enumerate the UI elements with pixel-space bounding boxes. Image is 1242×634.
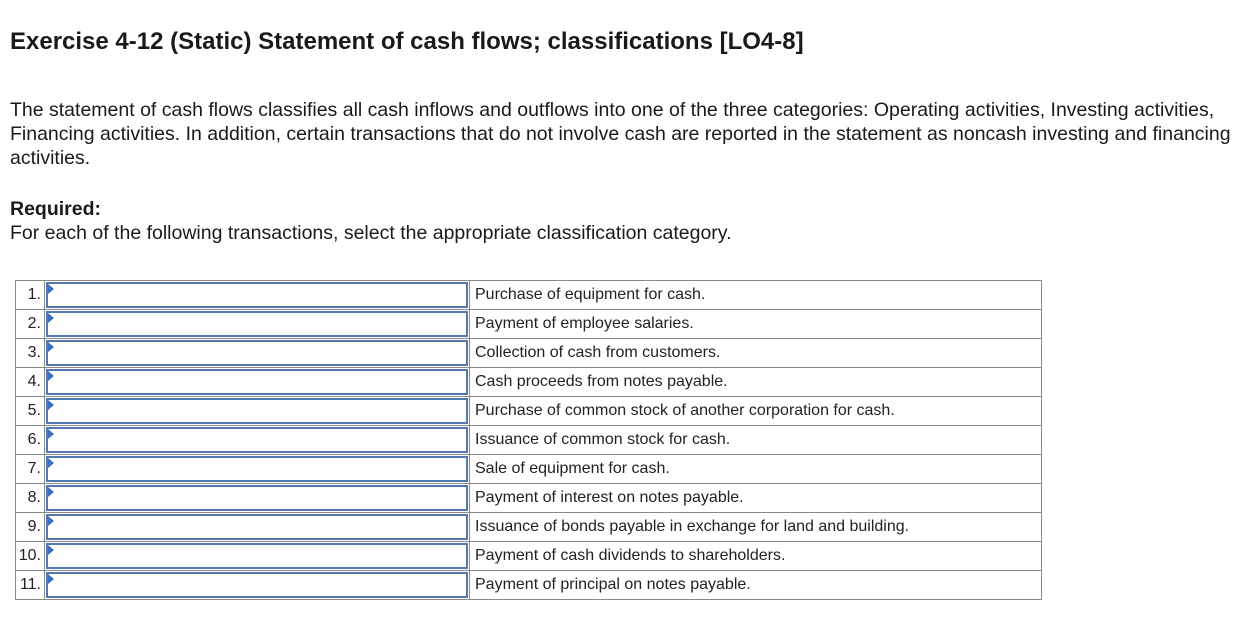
row-number: 5. xyxy=(16,397,45,426)
row-number: 4. xyxy=(16,368,45,397)
dropdown-marker-icon xyxy=(48,284,54,294)
transaction-description: Payment of employee salaries. xyxy=(470,310,1042,339)
classification-dropdown[interactable] xyxy=(46,514,468,540)
row-number: 8. xyxy=(16,484,45,513)
table-row xyxy=(16,339,1042,368)
dropdown-marker-icon xyxy=(48,545,54,555)
required-instruction: For each of the following transactions, select the appropriate classification category. xyxy=(10,222,732,244)
classification-dropdown[interactable] xyxy=(46,427,468,453)
transaction-description: Sale of equipment for cash. xyxy=(470,455,1042,484)
row-number: 2. xyxy=(16,310,45,339)
transaction-description: Issuance of bonds payable in exchange for land and building. xyxy=(470,513,1042,542)
dropdown-marker-icon xyxy=(48,516,54,526)
classification-dropdown[interactable] xyxy=(46,572,468,598)
classification-dropdown[interactable] xyxy=(46,456,468,482)
transactions-table xyxy=(15,280,1042,600)
table-row xyxy=(16,426,1042,455)
classification-dropdown[interactable] xyxy=(46,282,468,308)
dropdown-marker-icon xyxy=(48,400,54,410)
table-row xyxy=(16,571,1042,600)
transaction-description: Payment of cash dividends to shareholders. xyxy=(470,542,1042,571)
transaction-description: Collection of cash from customers. xyxy=(470,339,1042,368)
table-row xyxy=(16,397,1042,426)
table-row xyxy=(16,513,1042,542)
table-row xyxy=(16,281,1042,310)
dropdown-marker-icon xyxy=(48,313,54,323)
row-number: 3. xyxy=(16,339,45,368)
required-label: Required: xyxy=(10,198,102,220)
row-number: 10. xyxy=(16,542,45,571)
table-row xyxy=(16,310,1042,339)
transaction-description: Payment of interest on notes payable. xyxy=(470,484,1042,513)
transaction-description: Issuance of common stock for cash. xyxy=(470,426,1042,455)
classification-dropdown[interactable] xyxy=(46,485,468,511)
dropdown-marker-icon xyxy=(48,487,54,497)
table-row xyxy=(16,542,1042,571)
classification-dropdown[interactable] xyxy=(46,543,468,569)
transaction-description: Payment of principal on notes payable. xyxy=(470,571,1042,600)
table-row xyxy=(16,368,1042,397)
dropdown-marker-icon xyxy=(48,429,54,439)
transaction-description: Cash proceeds from notes payable. xyxy=(470,368,1042,397)
classification-dropdown[interactable] xyxy=(46,340,468,366)
row-number: 6. xyxy=(16,426,45,455)
row-number: 1. xyxy=(16,281,45,310)
row-number: 9. xyxy=(16,513,45,542)
dropdown-marker-icon xyxy=(48,574,54,584)
intro-paragraph: The statement of cash flows classifies all cash inflows and outflows into one of the three categories: Operating activities, Investing activities, Financing activities. In addition, certain transactions that do not involve cash are reported in the statement as noncash investing and financing activities. xyxy=(10,99,1231,169)
row-number: 7. xyxy=(16,455,45,484)
transaction-description: Purchase of common stock of another corporation for cash. xyxy=(470,397,1042,426)
dropdown-marker-icon xyxy=(48,371,54,381)
row-number: 11. xyxy=(16,571,45,600)
classification-dropdown[interactable] xyxy=(46,369,468,395)
table-row xyxy=(16,455,1042,484)
classification-dropdown[interactable] xyxy=(46,311,468,337)
classification-dropdown[interactable] xyxy=(46,398,468,424)
dropdown-marker-icon xyxy=(48,342,54,352)
table-row xyxy=(16,484,1042,513)
dropdown-marker-icon xyxy=(48,458,54,468)
page-title: Exercise 4-12 (Static) Statement of cash flows; classifications [LO4-8] xyxy=(10,28,804,55)
transaction-description: Purchase of equipment for cash. xyxy=(470,281,1042,310)
